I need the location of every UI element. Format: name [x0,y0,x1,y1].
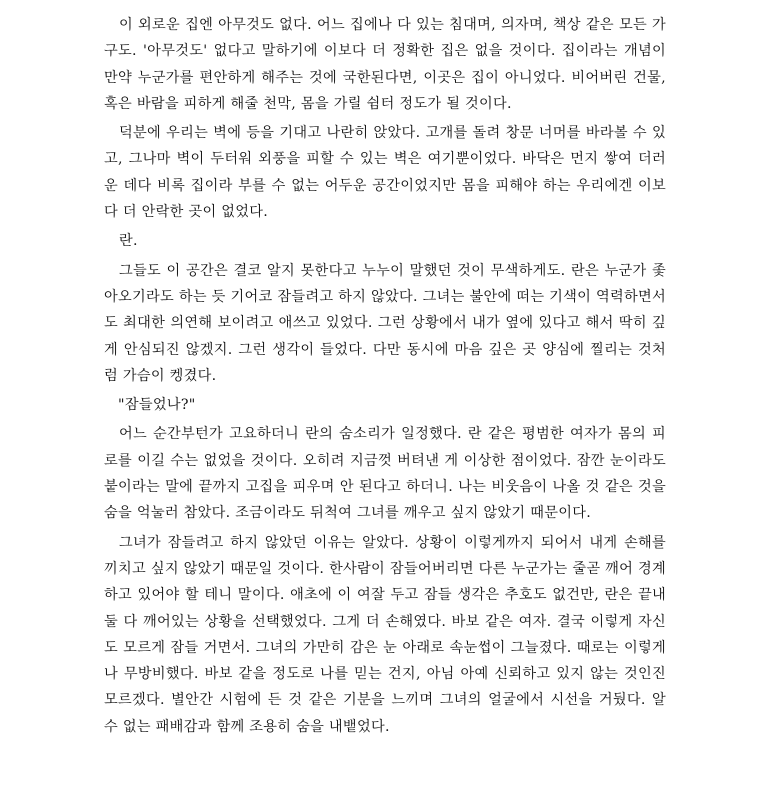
paragraph-6: 어느 순간부턴가 고요하더니 란의 숨소리가 일정했다. 란 같은 평범한 여자가 몸의 피로를 이길 수는 없었을 것이다. 오히려 지금껏 버텨낸 게 이상한 점이었다. 잠깐 눈이라도 붙이라는 말에 끝까지 고집을 피우며 안 된다고 하더니. 나는 비웃음이 나올 것 같은 것을 숨을 억눌러 참았다. 조금이라도 뒤척여 그녀를 깨우고 싶지 않았기 때문이다. [104,426,666,522]
paragraph-3: 란. [119,233,138,250]
paragraph-7: 그녀가 잠들려고 하지 않았던 이유는 알았다. 상황이 이렇게까지 되어서 내게 손해를 끼치고 싶지 않았기 때문일 것이다. 한사람이 잠들어버리면 다른 누군가는 줄곧 깨어 경계하고 있어야 할 테니 말이다. 애초에 이 여잘 두고 잠들 생각은 추호도 없건만, 란은 끝내 둘 다 깨어있는 상황을 선택했었다. 그게 더 손해였다. 바보 같은 여자. 결국 이렇게 자신도 모르게 잠들 거면서. 그녀의 가만히 감은 눈 아래로 속눈썹이 그늘졌다. 때로는 이렇게나 무방비했다. 바보 같을 정도로 나를 믿는 건지, 아님 아예 신뢰하고 있지 않는 것인진 모르겠다. 별안간 시험에 든 것 같은 기분을 느끼며 그녀의 얼굴에서 시선을 거뒀다. 알 수 없는 패배감과 함께 조용히 숨을 내뱉었다. [104,534,666,735]
document-page [104,12,666,740]
paragraph-4: 그들도 이 공간은 결코 알지 못한다고 누누이 말했던 것이 무색하게도. 란은 누군가 좇아오기라도 하는 듯 기어코 잠들려고 하지 않았다. 그녀는 불안에 떠는 기색이 역력하면서도 최대한 의연해 보이려고 애쓰고 있었다. 그런 상황에서 내가 옆에 있다고 해서 딱히 깊게 안심되진 않겠지. 그런 생각이 들었다. 다만 동시에 마음 깊은 곳 양심에 찔리는 것처럼 가슴이 켕겼다. [104,262,666,384]
paragraph-1: 이 외로운 집엔 아무것도 없다. 어느 집에나 다 있는 침대며, 의자며, 책상 같은 모든 가구도. '아무것도' 없다고 말하기에 이보다 더 정확한 집은 없을 것이다. 집이라는 개념이 만약 누군가를 편안하게 해주는 것에 국한된다면, 이곳은 집이 아니었다. 비어버린 건물, 혹은 바람을 피하게 해줄 천막, 몸을 가릴 쉼터 정도가 될 것이다. [104,17,666,112]
paragraph-2: 덕분에 우리는 벽에 등을 기대고 나란히 앉았다. 고개를 돌려 창문 너머를 바라볼 수 있고, 그나마 벽이 두터워 외풍을 피할 수 있는 벽은 여기뿐이었다. 바닥은 먼지 쌓여 더러운 데다 비록 집이라 부를 수 없는 어두운 공간이었지만 몸을 피해야 하는 우리에겐 이보다 더 안락한 곳이 없었다. [104,125,666,221]
paragraph-5: "잠들었나?" [118,397,196,414]
